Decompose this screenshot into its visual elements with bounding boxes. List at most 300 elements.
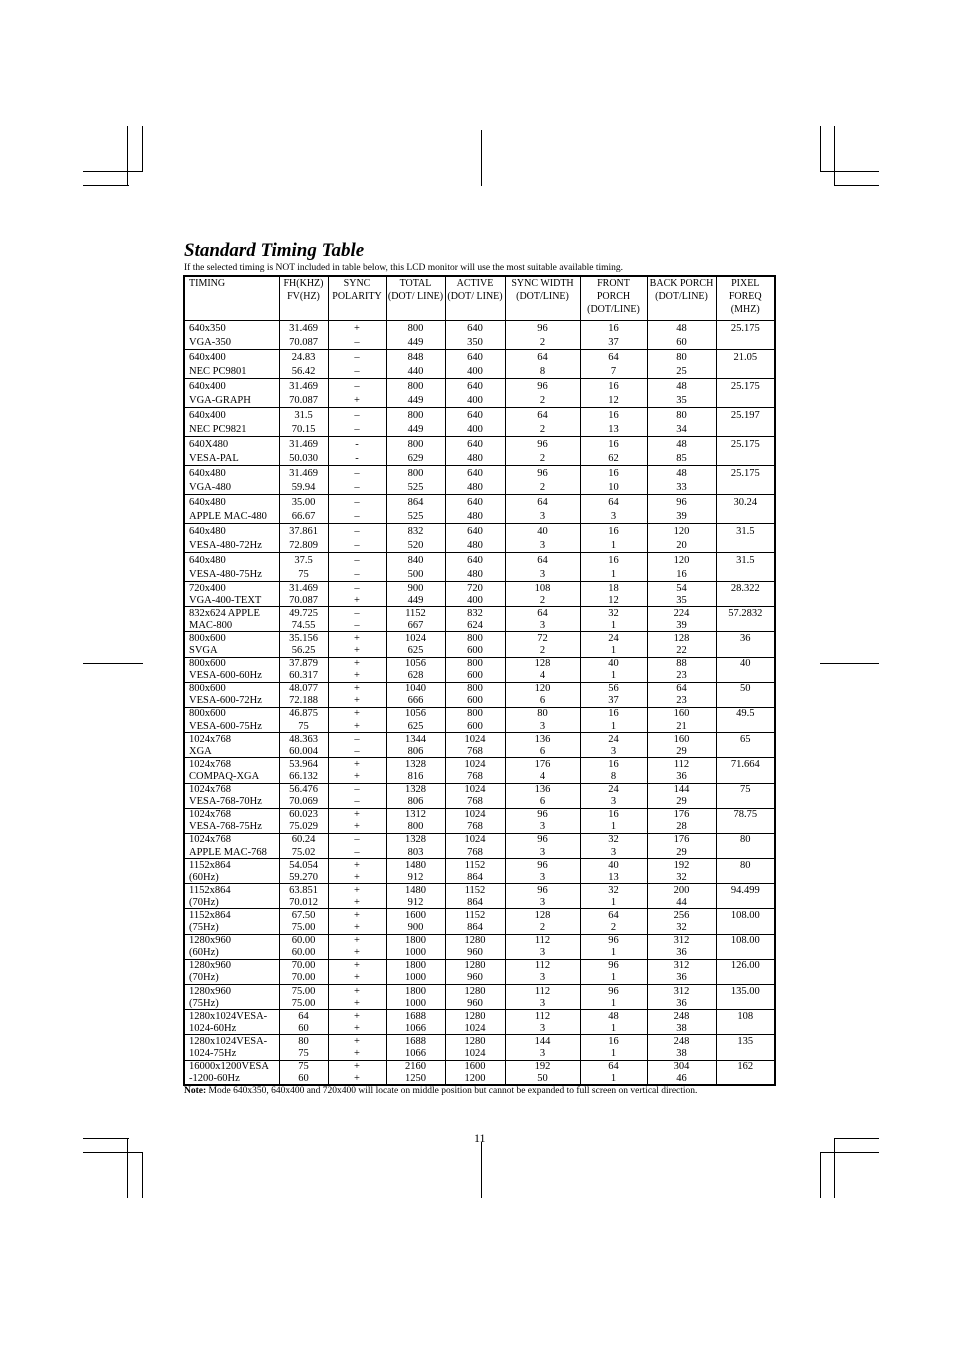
table-row bbox=[184, 1010, 775, 1023]
timing-value-cell: 96 bbox=[505, 808, 580, 821]
timing-value-cell bbox=[716, 422, 775, 437]
timing-value-cell: 59.94 bbox=[279, 480, 328, 495]
timing-value-cell bbox=[716, 821, 775, 834]
timing-value-cell: 3 bbox=[505, 947, 580, 960]
timing-value-cell: 480 bbox=[445, 567, 505, 582]
timing-value-cell: 600 bbox=[445, 644, 505, 657]
timing-value-cell: 800 bbox=[445, 682, 505, 695]
timing-value-cell: 54.054 bbox=[279, 859, 328, 872]
timing-value-cell: 1 bbox=[580, 670, 647, 683]
table-row bbox=[184, 733, 775, 746]
timing-value-cell: 864 bbox=[445, 871, 505, 884]
timing-mode-cell: VGA-350 bbox=[184, 335, 279, 350]
timing-value-cell: – bbox=[328, 796, 386, 809]
timing-value-cell: 80 bbox=[716, 859, 775, 872]
page-number: 11 bbox=[474, 1131, 486, 1145]
timing-value-cell: 3 bbox=[505, 1022, 580, 1035]
table-row bbox=[184, 364, 775, 379]
table-row bbox=[184, 770, 775, 783]
timing-value-cell: 832 bbox=[445, 607, 505, 620]
timing-value-cell: 112 bbox=[647, 758, 716, 771]
timing-value-cell: 37.861 bbox=[279, 524, 328, 539]
timing-value-cell: + bbox=[328, 821, 386, 834]
timing-value-cell: 64 bbox=[505, 553, 580, 568]
timing-value-cell: 64 bbox=[580, 350, 647, 365]
table-row bbox=[184, 1022, 775, 1035]
timing-value-cell: 60.24 bbox=[279, 833, 328, 846]
timing-mode-cell: (70Hz) bbox=[184, 896, 279, 909]
timing-value-cell: 16 bbox=[580, 758, 647, 771]
timing-value-cell: 1152 bbox=[445, 859, 505, 872]
column-header: FH(KHZ) FV(HZ) bbox=[279, 276, 328, 321]
timing-mode-cell: 832x624 APPLE bbox=[184, 607, 279, 620]
timing-mode-cell: 640X480 bbox=[184, 437, 279, 452]
timing-value-cell: 3 bbox=[505, 1047, 580, 1060]
timing-value-cell: 57.2832 bbox=[716, 607, 775, 620]
table-row bbox=[184, 695, 775, 708]
timing-value-cell: 120 bbox=[647, 524, 716, 539]
crop-mark bbox=[820, 1152, 821, 1198]
timing-value-cell: 1280 bbox=[445, 985, 505, 998]
timing-value-cell: 128 bbox=[505, 657, 580, 670]
timing-mode-cell: 1152x864 bbox=[184, 909, 279, 922]
timing-mode-cell: VESA-480-75Hz bbox=[184, 567, 279, 582]
timing-value-cell: 54 bbox=[647, 582, 716, 595]
crop-mark bbox=[820, 663, 879, 664]
timing-value-cell: 192 bbox=[647, 859, 716, 872]
timing-value-cell: – bbox=[328, 350, 386, 365]
timing-value-cell: 1 bbox=[580, 644, 647, 657]
timing-value-cell: 112 bbox=[505, 934, 580, 947]
table-row bbox=[184, 451, 775, 466]
timing-value-cell: 3 bbox=[580, 745, 647, 758]
timing-value-cell: 1600 bbox=[445, 1060, 505, 1073]
timing-value-cell: 23 bbox=[647, 670, 716, 683]
timing-mode-cell: VESA-768-75Hz bbox=[184, 821, 279, 834]
column-header: TOTAL (DOT/ LINE) bbox=[386, 276, 445, 321]
timing-value-cell: 60.00 bbox=[279, 934, 328, 947]
timing-value-cell: + bbox=[328, 321, 386, 336]
timing-value-cell: 13 bbox=[580, 871, 647, 884]
timing-value-cell: 667 bbox=[386, 619, 445, 632]
timing-value-cell: 312 bbox=[647, 985, 716, 998]
timing-value-cell: 1 bbox=[580, 821, 647, 834]
timing-value-cell: 35.156 bbox=[279, 632, 328, 645]
timing-mode-cell: 1024x768 bbox=[184, 758, 279, 771]
timing-value-cell: 50 bbox=[716, 682, 775, 695]
timing-value-cell: 3 bbox=[580, 846, 647, 859]
timing-value-cell: 16 bbox=[647, 567, 716, 582]
table-row bbox=[184, 959, 775, 972]
timing-value-cell: 64 bbox=[505, 350, 580, 365]
timing-value-cell: 66.67 bbox=[279, 509, 328, 524]
timing-value-cell: 63.851 bbox=[279, 884, 328, 897]
timing-mode-cell: 1280x960 bbox=[184, 959, 279, 972]
crop-mark bbox=[83, 1152, 143, 1153]
timing-mode-cell: (75Hz) bbox=[184, 997, 279, 1010]
page-subtitle: If the selected timing is NOT included in table below, this LCD monitor will use the most suitable available timing. bbox=[184, 263, 624, 273]
table-row bbox=[184, 509, 775, 524]
timing-mode-cell: SVGA bbox=[184, 644, 279, 657]
timing-value-cell: 1200 bbox=[445, 1073, 505, 1086]
timing-value-cell: + bbox=[328, 959, 386, 972]
timing-value-cell: 1800 bbox=[386, 985, 445, 998]
timing-value-cell bbox=[716, 972, 775, 985]
timing-value-cell: 1800 bbox=[386, 934, 445, 947]
timing-value-cell: + bbox=[328, 1010, 386, 1023]
timing-value-cell: 144 bbox=[505, 1035, 580, 1048]
timing-mode-cell: NEC PC9821 bbox=[184, 422, 279, 437]
timing-value-cell bbox=[716, 846, 775, 859]
table-row bbox=[184, 808, 775, 821]
timing-value-cell: 3 bbox=[505, 871, 580, 884]
timing-mode-cell: 1280x1024VESA- bbox=[184, 1010, 279, 1023]
timing-value-cell: – bbox=[328, 619, 386, 632]
timing-value-cell: 75.029 bbox=[279, 821, 328, 834]
timing-mode-cell: 16000x1200VESA bbox=[184, 1060, 279, 1073]
timing-value-cell: + bbox=[328, 644, 386, 657]
timing-value-cell: 640 bbox=[445, 321, 505, 336]
timing-value-cell: 1 bbox=[580, 1022, 647, 1035]
timing-value-cell: 75.02 bbox=[279, 846, 328, 859]
timing-value-cell: 1250 bbox=[386, 1073, 445, 1086]
timing-value-cell bbox=[716, 670, 775, 683]
crop-mark bbox=[834, 185, 879, 186]
timing-value-cell: 37 bbox=[580, 335, 647, 350]
timing-value-cell: 21.05 bbox=[716, 350, 775, 365]
timing-value-cell: 48 bbox=[647, 379, 716, 394]
table-row bbox=[184, 657, 775, 670]
table-row bbox=[184, 437, 775, 452]
timing-value-cell: + bbox=[328, 770, 386, 783]
timing-mode-cell: 1024x768 bbox=[184, 783, 279, 796]
column-header: BACK PORCH (DOT/LINE) bbox=[647, 276, 716, 321]
timing-value-cell: 44 bbox=[647, 896, 716, 909]
timing-mode-cell: VGA-GRAPH bbox=[184, 393, 279, 408]
timing-value-cell: 1688 bbox=[386, 1010, 445, 1023]
timing-value-cell: 108.00 bbox=[716, 934, 775, 947]
timing-value-cell: 624 bbox=[445, 619, 505, 632]
footnote bbox=[184, 1086, 697, 1096]
crop-mark bbox=[834, 126, 835, 186]
timing-table-body bbox=[184, 321, 775, 1086]
crop-mark bbox=[820, 126, 821, 172]
table-row bbox=[184, 1035, 775, 1048]
timing-value-cell: 70.087 bbox=[279, 393, 328, 408]
crop-mark bbox=[834, 1138, 835, 1198]
timing-value-cell: 1 bbox=[580, 619, 647, 632]
timing-value-cell: 1024 bbox=[445, 808, 505, 821]
timing-value-cell: 64 bbox=[279, 1010, 328, 1023]
column-header: SYNC POLARITY bbox=[328, 276, 386, 321]
timing-value-cell: 75.00 bbox=[279, 922, 328, 935]
timing-value-cell: 31.469 bbox=[279, 437, 328, 452]
timing-value-cell: 56.476 bbox=[279, 783, 328, 796]
timing-value-cell: 176 bbox=[647, 808, 716, 821]
timing-value-cell: 1280 bbox=[445, 959, 505, 972]
table-row bbox=[184, 985, 775, 998]
timing-value-cell: 6 bbox=[505, 796, 580, 809]
timing-value-cell: 70.087 bbox=[279, 594, 328, 607]
timing-mode-cell: VGA-480 bbox=[184, 480, 279, 495]
timing-value-cell: 16 bbox=[580, 466, 647, 481]
timing-value-cell: 37.879 bbox=[279, 657, 328, 670]
timing-value-cell: 135.00 bbox=[716, 985, 775, 998]
table-row bbox=[184, 567, 775, 582]
timing-mode-cell: 640x480 bbox=[184, 466, 279, 481]
timing-value-cell bbox=[716, 594, 775, 607]
timing-value-cell: 3 bbox=[580, 509, 647, 524]
timing-mode-cell: 1024x768 bbox=[184, 733, 279, 746]
timing-value-cell: 128 bbox=[647, 632, 716, 645]
timing-value-cell: 1 bbox=[580, 896, 647, 909]
timing-value-cell: 70.15 bbox=[279, 422, 328, 437]
timing-value-cell: – bbox=[328, 509, 386, 524]
timing-value-cell: 400 bbox=[445, 393, 505, 408]
timing-value-cell: 28 bbox=[647, 821, 716, 834]
timing-value-cell: + bbox=[328, 871, 386, 884]
timing-value-cell: 350 bbox=[445, 335, 505, 350]
timing-value-cell: 1 bbox=[580, 972, 647, 985]
timing-value-cell: 60.00 bbox=[279, 947, 328, 960]
timing-mode-cell: 800x600 bbox=[184, 707, 279, 720]
timing-value-cell: 520 bbox=[386, 538, 445, 553]
timing-value-cell: 12 bbox=[580, 393, 647, 408]
timing-value-cell: 56 bbox=[580, 682, 647, 695]
timing-value-cell: + bbox=[328, 758, 386, 771]
timing-value-cell: 32 bbox=[647, 871, 716, 884]
timing-value-cell: 31.469 bbox=[279, 466, 328, 481]
timing-value-cell: – bbox=[328, 422, 386, 437]
timing-value-cell: 6 bbox=[505, 745, 580, 758]
timing-value-cell: 80 bbox=[716, 833, 775, 846]
timing-value-cell: 162 bbox=[716, 1060, 775, 1073]
table-row bbox=[184, 871, 775, 884]
timing-value-cell: 21 bbox=[647, 720, 716, 733]
timing-value-cell: 16 bbox=[580, 553, 647, 568]
timing-value-cell: + bbox=[328, 594, 386, 607]
timing-value-cell: 312 bbox=[647, 934, 716, 947]
timing-value-cell: 400 bbox=[445, 422, 505, 437]
timing-value-cell: 1 bbox=[580, 720, 647, 733]
timing-mode-cell: (60Hz) bbox=[184, 871, 279, 884]
table-row bbox=[184, 524, 775, 539]
timing-value-cell: 1 bbox=[580, 1047, 647, 1060]
timing-value-cell: 25.175 bbox=[716, 466, 775, 481]
timing-value-cell: 72 bbox=[505, 632, 580, 645]
table-row bbox=[184, 1073, 775, 1086]
timing-value-cell: + bbox=[328, 1073, 386, 1086]
timing-mode-cell: NEC PC9801 bbox=[184, 364, 279, 379]
timing-value-cell: 1024 bbox=[445, 758, 505, 771]
column-header: TIMING bbox=[184, 276, 279, 321]
timing-value-cell: 16 bbox=[580, 321, 647, 336]
timing-value-cell: + bbox=[328, 670, 386, 683]
timing-value-cell: – bbox=[328, 408, 386, 423]
timing-value-cell: 66.132 bbox=[279, 770, 328, 783]
timing-value-cell: 6 bbox=[505, 695, 580, 708]
timing-value-cell: 768 bbox=[445, 770, 505, 783]
timing-value-cell: 60.004 bbox=[279, 745, 328, 758]
timing-value-cell: 24 bbox=[580, 632, 647, 645]
timing-value-cell: 1480 bbox=[386, 859, 445, 872]
timing-value-cell: – bbox=[328, 553, 386, 568]
timing-value-cell: 248 bbox=[647, 1010, 716, 1023]
crop-mark bbox=[481, 1142, 482, 1198]
timing-value-cell: 806 bbox=[386, 745, 445, 758]
crop-mark bbox=[820, 1152, 879, 1153]
timing-value-cell: 628 bbox=[386, 670, 445, 683]
timing-value-cell: 60 bbox=[647, 335, 716, 350]
timing-value-cell: 96 bbox=[580, 959, 647, 972]
timing-mode-cell: 1280x960 bbox=[184, 985, 279, 998]
table-row bbox=[184, 408, 775, 423]
timing-value-cell: 36 bbox=[647, 947, 716, 960]
timing-value-cell: 25 bbox=[647, 364, 716, 379]
timing-value-cell: 1000 bbox=[386, 972, 445, 985]
timing-value-cell: 70.087 bbox=[279, 335, 328, 350]
timing-value-cell: 1152 bbox=[445, 909, 505, 922]
timing-value-cell: 1152 bbox=[386, 607, 445, 620]
timing-value-cell: 36 bbox=[647, 997, 716, 1010]
timing-value-cell: 1312 bbox=[386, 808, 445, 821]
timing-value-cell: 800 bbox=[386, 379, 445, 394]
timing-value-cell: 25.175 bbox=[716, 321, 775, 336]
timing-value-cell: 112 bbox=[505, 959, 580, 972]
timing-value-cell: 120 bbox=[647, 553, 716, 568]
timing-value-cell: 64 bbox=[647, 682, 716, 695]
timing-value-cell: 1328 bbox=[386, 758, 445, 771]
timing-value-cell: 16 bbox=[580, 379, 647, 394]
table-row bbox=[184, 335, 775, 350]
timing-value-cell: 1 bbox=[580, 947, 647, 960]
timing-value-cell: - bbox=[328, 451, 386, 466]
timing-value-cell: 64 bbox=[580, 909, 647, 922]
table-row bbox=[184, 321, 775, 336]
timing-mode-cell: 640x480 bbox=[184, 553, 279, 568]
timing-value-cell: 768 bbox=[445, 821, 505, 834]
table-row bbox=[184, 934, 775, 947]
timing-mode-cell: 800x600 bbox=[184, 682, 279, 695]
timing-value-cell: + bbox=[328, 808, 386, 821]
timing-value-cell: 96 bbox=[580, 985, 647, 998]
timing-value-cell: 96 bbox=[505, 884, 580, 897]
timing-value-cell: 640 bbox=[445, 553, 505, 568]
timing-value-cell: 1024 bbox=[445, 1047, 505, 1060]
column-header: SYNC WIDTH (DOT/LINE) bbox=[505, 276, 580, 321]
timing-value-cell: 1 bbox=[580, 1073, 647, 1086]
timing-value-cell: 112 bbox=[505, 1010, 580, 1023]
timing-value-cell: 400 bbox=[445, 594, 505, 607]
timing-value-cell: 40 bbox=[580, 657, 647, 670]
timing-mode-cell: MAC-800 bbox=[184, 619, 279, 632]
timing-value-cell: 31.5 bbox=[716, 524, 775, 539]
timing-value-cell: 720 bbox=[445, 582, 505, 595]
timing-value-cell: 29 bbox=[647, 796, 716, 809]
timing-value-cell: + bbox=[328, 909, 386, 922]
timing-value-cell: 800 bbox=[386, 466, 445, 481]
timing-value-cell: 70.069 bbox=[279, 796, 328, 809]
table-row bbox=[184, 896, 775, 909]
timing-value-cell: 88 bbox=[647, 657, 716, 670]
timing-value-cell: 60 bbox=[279, 1073, 328, 1086]
timing-value-cell: 144 bbox=[647, 783, 716, 796]
timing-value-cell: 35 bbox=[647, 393, 716, 408]
page-title: Standard Timing Table bbox=[184, 240, 365, 261]
timing-value-cell: 2 bbox=[505, 422, 580, 437]
timing-mode-cell: 640x480 bbox=[184, 495, 279, 510]
table-row bbox=[184, 972, 775, 985]
timing-value-cell bbox=[716, 335, 775, 350]
timing-value-cell: 1280 bbox=[445, 1010, 505, 1023]
timing-value-cell: 136 bbox=[505, 783, 580, 796]
timing-value-cell: 3 bbox=[505, 997, 580, 1010]
timing-mode-cell: 1024x768 bbox=[184, 833, 279, 846]
timing-value-cell: 900 bbox=[386, 922, 445, 935]
timing-value-cell: 176 bbox=[505, 758, 580, 771]
crop-mark bbox=[83, 171, 143, 172]
timing-value-cell: 806 bbox=[386, 796, 445, 809]
timing-value-cell: 80 bbox=[647, 350, 716, 365]
timing-value-cell: 108 bbox=[716, 1010, 775, 1023]
timing-value-cell: 1328 bbox=[386, 783, 445, 796]
timing-value-cell: 912 bbox=[386, 871, 445, 884]
timing-value-cell: + bbox=[328, 1060, 386, 1073]
timing-mode-cell: 1280x960 bbox=[184, 934, 279, 947]
timing-value-cell: 30.24 bbox=[716, 495, 775, 510]
timing-value-cell: 3 bbox=[505, 720, 580, 733]
timing-value-cell: 640 bbox=[445, 495, 505, 510]
timing-value-cell: 37.5 bbox=[279, 553, 328, 568]
timing-value-cell: 96 bbox=[505, 379, 580, 394]
timing-value-cell bbox=[716, 393, 775, 408]
timing-value-cell: 70.00 bbox=[279, 959, 328, 972]
timing-value-cell: 50 bbox=[505, 1073, 580, 1086]
timing-value-cell: 59.270 bbox=[279, 871, 328, 884]
timing-value-cell: + bbox=[328, 972, 386, 985]
timing-value-cell: 48.363 bbox=[279, 733, 328, 746]
timing-value-cell: – bbox=[328, 733, 386, 746]
timing-value-cell: 640 bbox=[445, 524, 505, 539]
timing-mode-cell: VESA-600-72Hz bbox=[184, 695, 279, 708]
timing-mode-cell: APPLE MAC-768 bbox=[184, 846, 279, 859]
table-row bbox=[184, 846, 775, 859]
timing-value-cell: 31.469 bbox=[279, 582, 328, 595]
timing-value-cell: 60 bbox=[279, 1022, 328, 1035]
table-row bbox=[184, 1060, 775, 1073]
timing-value-cell: 24.83 bbox=[279, 350, 328, 365]
timing-value-cell bbox=[716, 1022, 775, 1035]
timing-value-cell: 96 bbox=[505, 859, 580, 872]
timing-value-cell: 108.00 bbox=[716, 909, 775, 922]
timing-value-cell: 629 bbox=[386, 451, 445, 466]
timing-value-cell: + bbox=[328, 707, 386, 720]
table-row bbox=[184, 758, 775, 771]
timing-value-cell: 49.725 bbox=[279, 607, 328, 620]
timing-value-cell: – bbox=[328, 480, 386, 495]
timing-value-cell: 1024 bbox=[445, 833, 505, 846]
timing-value-cell: 800 bbox=[386, 321, 445, 336]
timing-value-cell: 640 bbox=[445, 350, 505, 365]
timing-mode-cell: 1152x864 bbox=[184, 859, 279, 872]
timing-value-cell: 48 bbox=[580, 1010, 647, 1023]
timing-value-cell: 18 bbox=[580, 582, 647, 595]
timing-value-cell bbox=[716, 745, 775, 758]
timing-value-cell: 40 bbox=[505, 524, 580, 539]
timing-mode-cell: (60Hz) bbox=[184, 947, 279, 960]
table-row bbox=[184, 607, 775, 620]
timing-value-cell: – bbox=[328, 607, 386, 620]
